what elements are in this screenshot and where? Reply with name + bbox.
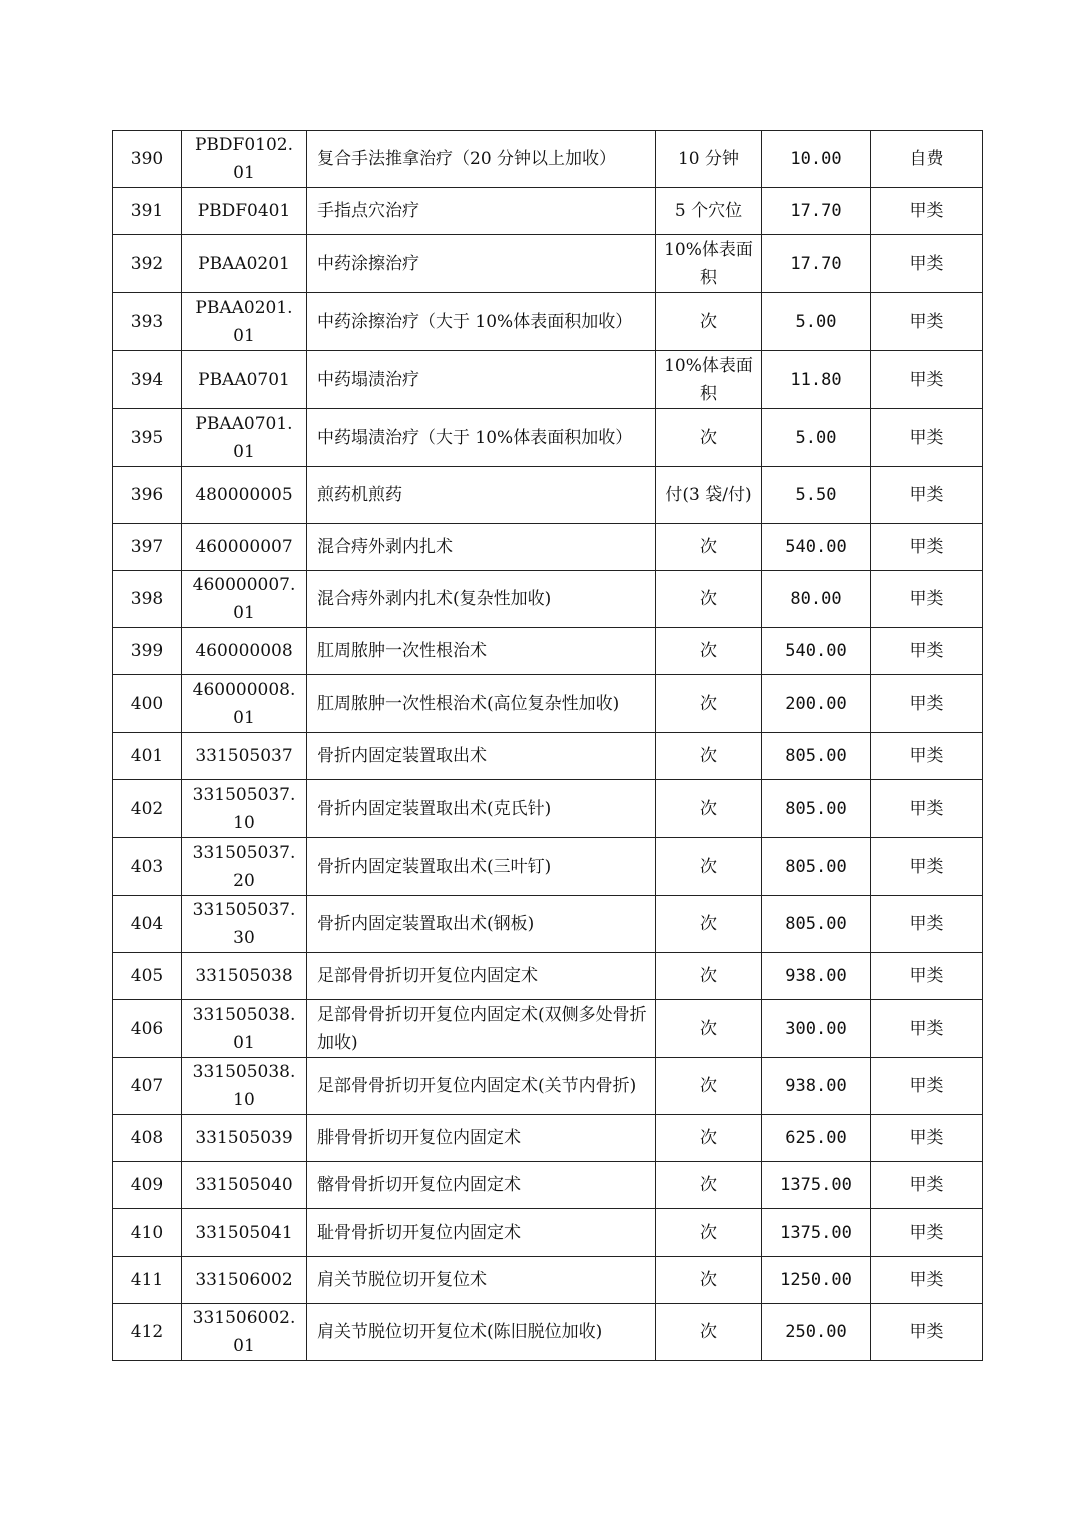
table-row: [113, 409, 983, 467]
pricing-unit-cell: 10%体表面积: [656, 235, 762, 293]
item-code-cell: 331505038: [182, 953, 307, 1000]
insurance-category-cell: 甲类: [871, 1000, 983, 1058]
row-number-cell: 397: [113, 524, 182, 571]
row-number-cell: 402: [113, 780, 182, 838]
price-cell: 540.00: [762, 524, 871, 571]
row-number-cell: 404: [113, 896, 182, 953]
insurance-category-cell: 甲类: [871, 293, 983, 351]
pricing-unit-cell: 次: [656, 896, 762, 953]
item-name-cell: 中药塌渍治疗（大于 10%体表面积加收）: [307, 409, 656, 467]
price-cell: 805.00: [762, 733, 871, 780]
item-code-cell: 331505041: [182, 1209, 307, 1257]
price-cell: 1250.00: [762, 1257, 871, 1304]
pricing-unit-cell: 10%体表面积: [656, 351, 762, 409]
table-row: [113, 351, 983, 409]
item-name-cell: 中药涂擦治疗: [307, 235, 656, 293]
item-name-cell: 中药涂擦治疗（大于 10%体表面积加收）: [307, 293, 656, 351]
insurance-category-cell: 甲类: [871, 1304, 983, 1361]
item-code-cell: 331506002.01: [182, 1304, 307, 1361]
item-code-cell: 331505037.10: [182, 780, 307, 838]
item-code-cell: 460000008: [182, 628, 307, 675]
price-cell: 805.00: [762, 838, 871, 896]
item-code-cell: 331505037.30: [182, 896, 307, 953]
fee-table: [112, 130, 983, 1361]
pricing-unit-cell: 次: [656, 953, 762, 1000]
row-number-cell: 395: [113, 409, 182, 467]
item-name-cell: 中药塌渍治疗: [307, 351, 656, 409]
row-number-cell: 393: [113, 293, 182, 351]
table-row: [113, 1209, 983, 1257]
table-row: [113, 524, 983, 571]
table-row: [113, 1257, 983, 1304]
item-name-cell: 骨折内固定装置取出术: [307, 733, 656, 780]
item-code-cell: 460000008.01: [182, 675, 307, 733]
item-code-cell: 480000005: [182, 467, 307, 524]
item-name-cell: 复合手法推拿治疗（20 分钟以上加收）: [307, 131, 656, 188]
price-cell: 1375.00: [762, 1162, 871, 1209]
pricing-unit-cell: 10 分钟: [656, 131, 762, 188]
row-number-cell: 406: [113, 1000, 182, 1058]
item-name-cell: 骨折内固定装置取出术(钢板): [307, 896, 656, 953]
insurance-category-cell: 甲类: [871, 524, 983, 571]
pricing-unit-cell: 次: [656, 1162, 762, 1209]
insurance-category-cell: 甲类: [871, 351, 983, 409]
item-code-cell: 460000007.01: [182, 571, 307, 628]
item-code-cell: PBDF0102.01: [182, 131, 307, 188]
price-cell: 10.00: [762, 131, 871, 188]
table-row: [113, 1000, 983, 1058]
price-cell: 805.00: [762, 780, 871, 838]
table-row: [113, 1304, 983, 1361]
insurance-category-cell: 甲类: [871, 628, 983, 675]
item-name-cell: 手指点穴治疗: [307, 188, 656, 235]
insurance-category-cell: 甲类: [871, 1115, 983, 1162]
price-cell: 300.00: [762, 1000, 871, 1058]
pricing-unit-cell: 次: [656, 838, 762, 896]
row-number-cell: 396: [113, 467, 182, 524]
insurance-category-cell: 甲类: [871, 838, 983, 896]
item-name-cell: 煎药机煎药: [307, 467, 656, 524]
item-name-cell: 肩关节脱位切开复位术: [307, 1257, 656, 1304]
item-code-cell: 331506002: [182, 1257, 307, 1304]
insurance-category-cell: 甲类: [871, 571, 983, 628]
item-code-cell: PBAA0701.01: [182, 409, 307, 467]
pricing-unit-cell: 次: [656, 780, 762, 838]
pricing-unit-cell: 次: [656, 628, 762, 675]
row-number-cell: 399: [113, 628, 182, 675]
pricing-unit-cell: 次: [656, 1115, 762, 1162]
item-code-cell: 331505038.10: [182, 1058, 307, 1115]
row-number-cell: 401: [113, 733, 182, 780]
row-number-cell: 410: [113, 1209, 182, 1257]
item-name-cell: 足部骨骨折切开复位内固定术: [307, 953, 656, 1000]
row-number-cell: 412: [113, 1304, 182, 1361]
pricing-unit-cell: 付(3 袋/付): [656, 467, 762, 524]
price-cell: 938.00: [762, 1058, 871, 1115]
row-number-cell: 409: [113, 1162, 182, 1209]
price-cell: 540.00: [762, 628, 871, 675]
price-cell: 17.70: [762, 188, 871, 235]
row-number-cell: 408: [113, 1115, 182, 1162]
row-number-cell: 391: [113, 188, 182, 235]
table-row: [113, 293, 983, 351]
insurance-category-cell: 甲类: [871, 780, 983, 838]
item-name-cell: 骨折内固定装置取出术(三叶钉): [307, 838, 656, 896]
pricing-unit-cell: 次: [656, 524, 762, 571]
item-code-cell: 331505038.01: [182, 1000, 307, 1058]
pricing-unit-cell: 次: [656, 1304, 762, 1361]
item-name-cell: 髂骨骨折切开复位内固定术: [307, 1162, 656, 1209]
price-cell: 1375.00: [762, 1209, 871, 1257]
item-code-cell: PBAA0201: [182, 235, 307, 293]
table-row: [113, 628, 983, 675]
row-number-cell: 392: [113, 235, 182, 293]
pricing-unit-cell: 次: [656, 1000, 762, 1058]
item-name-cell: 腓骨骨折切开复位内固定术: [307, 1115, 656, 1162]
item-code-cell: PBDF0401: [182, 188, 307, 235]
item-code-cell: 331505037: [182, 733, 307, 780]
item-name-cell: 肛周脓肿一次性根治术(高位复杂性加收): [307, 675, 656, 733]
table-row: [113, 131, 983, 188]
insurance-category-cell: 甲类: [871, 188, 983, 235]
table-row: [113, 953, 983, 1000]
pricing-unit-cell: 次: [656, 733, 762, 780]
insurance-category-cell: 自费: [871, 131, 983, 188]
fee-table-body: [113, 131, 983, 1361]
table-row: [113, 467, 983, 524]
item-code-cell: PBAA0201.01: [182, 293, 307, 351]
table-row: [113, 188, 983, 235]
price-cell: 250.00: [762, 1304, 871, 1361]
item-name-cell: 混合痔外剥内扎术: [307, 524, 656, 571]
item-name-cell: 肩关节脱位切开复位术(陈旧脱位加收): [307, 1304, 656, 1361]
item-code-cell: 331505037.20: [182, 838, 307, 896]
price-cell: 17.70: [762, 235, 871, 293]
price-cell: 625.00: [762, 1115, 871, 1162]
table-row: [113, 1162, 983, 1209]
table-row: [113, 571, 983, 628]
table-row: [113, 675, 983, 733]
insurance-category-cell: 甲类: [871, 409, 983, 467]
price-cell: 938.00: [762, 953, 871, 1000]
insurance-category-cell: 甲类: [871, 1162, 983, 1209]
insurance-category-cell: 甲类: [871, 1209, 983, 1257]
row-number-cell: 403: [113, 838, 182, 896]
item-name-cell: 耻骨骨折切开复位内固定术: [307, 1209, 656, 1257]
pricing-unit-cell: 次: [656, 1257, 762, 1304]
row-number-cell: 400: [113, 675, 182, 733]
row-number-cell: 411: [113, 1257, 182, 1304]
row-number-cell: 407: [113, 1058, 182, 1115]
price-cell: 200.00: [762, 675, 871, 733]
item-name-cell: 足部骨骨折切开复位内固定术(关节内骨折): [307, 1058, 656, 1115]
table-row: [113, 235, 983, 293]
item-name-cell: 骨折内固定装置取出术(克氏针): [307, 780, 656, 838]
price-cell: 805.00: [762, 896, 871, 953]
table-row: [113, 1058, 983, 1115]
pricing-unit-cell: 5 个穴位: [656, 188, 762, 235]
table-row: [113, 838, 983, 896]
insurance-category-cell: 甲类: [871, 675, 983, 733]
item-name-cell: 肛周脓肿一次性根治术: [307, 628, 656, 675]
table-row: [113, 1115, 983, 1162]
pricing-unit-cell: 次: [656, 409, 762, 467]
item-code-cell: 331505039: [182, 1115, 307, 1162]
item-code-cell: PBAA0701: [182, 351, 307, 409]
table-row: [113, 780, 983, 838]
price-cell: 5.00: [762, 409, 871, 467]
price-cell: 5.50: [762, 467, 871, 524]
row-number-cell: 405: [113, 953, 182, 1000]
insurance-category-cell: 甲类: [871, 953, 983, 1000]
pricing-unit-cell: 次: [656, 293, 762, 351]
pricing-unit-cell: 次: [656, 571, 762, 628]
row-number-cell: 398: [113, 571, 182, 628]
price-cell: 80.00: [762, 571, 871, 628]
table-row: [113, 896, 983, 953]
price-cell: 5.00: [762, 293, 871, 351]
pricing-unit-cell: 次: [656, 1209, 762, 1257]
insurance-category-cell: 甲类: [871, 1257, 983, 1304]
item-name-cell: 足部骨骨折切开复位内固定术(双侧多处骨折加收): [307, 1000, 656, 1058]
insurance-category-cell: 甲类: [871, 467, 983, 524]
price-cell: 11.80: [762, 351, 871, 409]
item-code-cell: 331505040: [182, 1162, 307, 1209]
table-row: [113, 733, 983, 780]
pricing-unit-cell: 次: [656, 675, 762, 733]
row-number-cell: 390: [113, 131, 182, 188]
pricing-unit-cell: 次: [656, 1058, 762, 1115]
item-code-cell: 460000007: [182, 524, 307, 571]
insurance-category-cell: 甲类: [871, 235, 983, 293]
row-number-cell: 394: [113, 351, 182, 409]
insurance-category-cell: 甲类: [871, 896, 983, 953]
insurance-category-cell: 甲类: [871, 733, 983, 780]
item-name-cell: 混合痔外剥内扎术(复杂性加收): [307, 571, 656, 628]
insurance-category-cell: 甲类: [871, 1058, 983, 1115]
